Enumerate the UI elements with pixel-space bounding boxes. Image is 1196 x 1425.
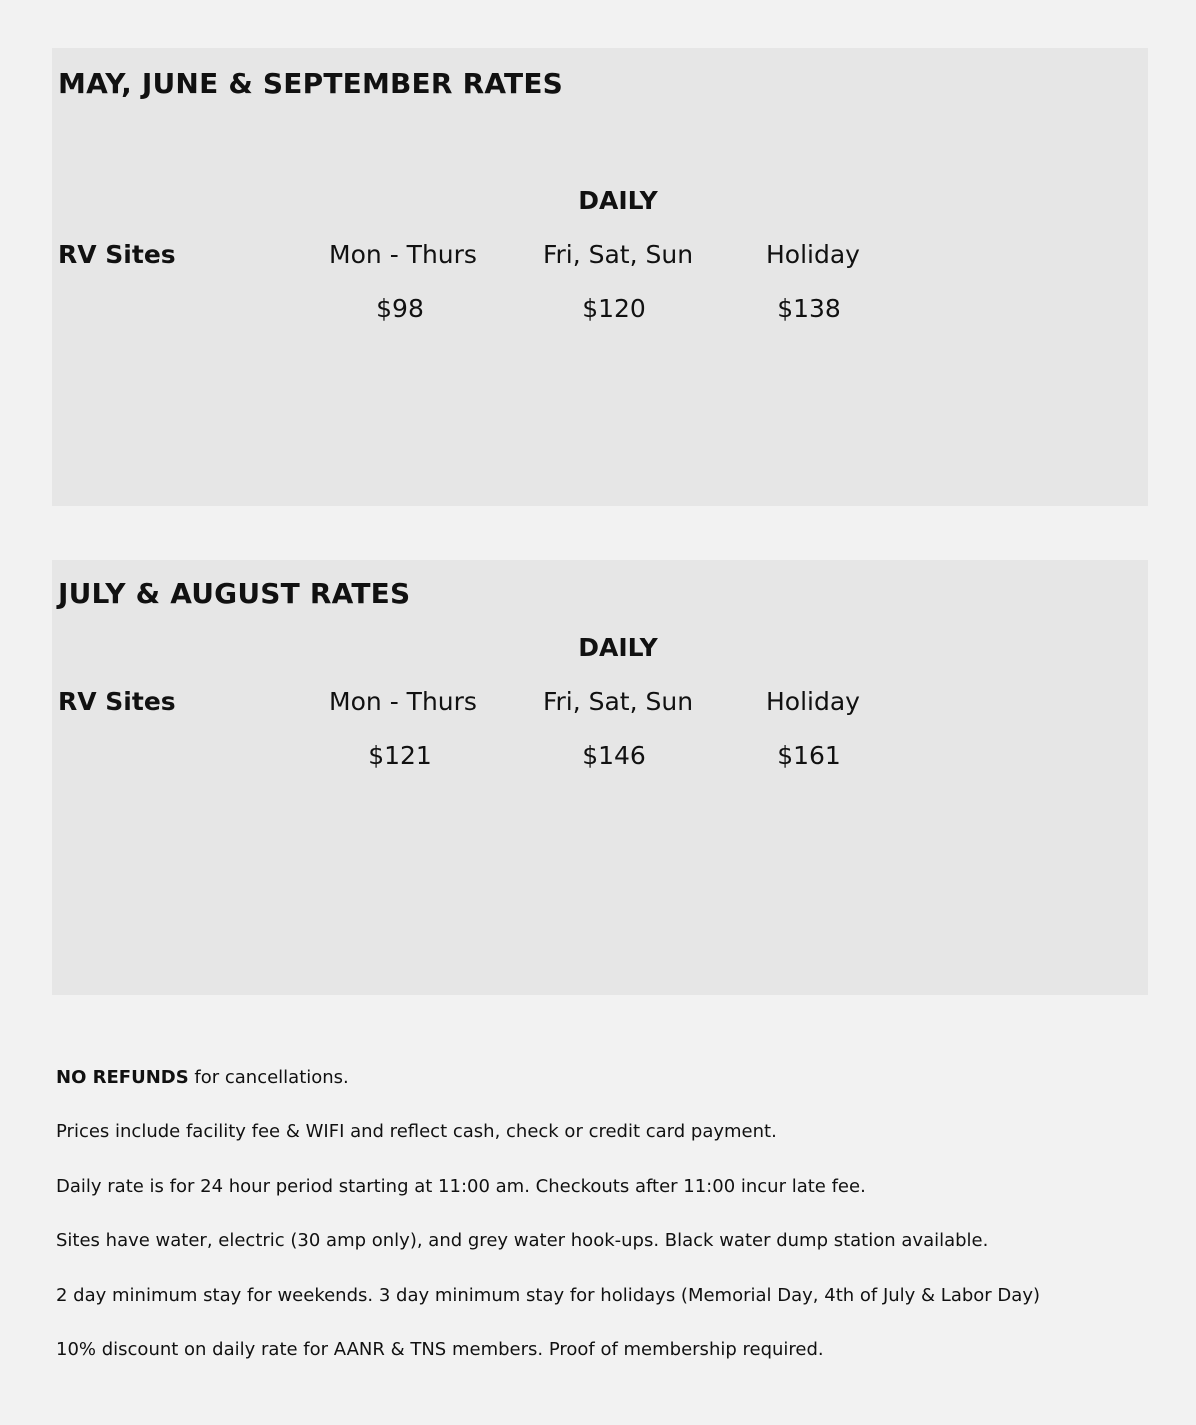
note-minimum-stay: 2 day minimum stay for weekends. 3 day minimum stay for holidays (Memorial Day, 4th of July & Labor Day) xyxy=(56,1284,1040,1306)
column-mon-thurs: Mon - Thurs xyxy=(329,687,477,716)
price-mon-thurs: $121 xyxy=(368,741,432,770)
note-refunds-text: for cancellations. xyxy=(188,1067,349,1088)
rv-sites-label: RV Sites xyxy=(58,240,176,269)
rates-panel-title: MAY, JUNE & SEPTEMBER RATES xyxy=(58,67,564,100)
note-daily-rate-period: Daily rate is for 24 hour period starting at 11:00 am. Checkouts after 11:00 incur late fee. xyxy=(56,1175,866,1197)
price-fri-sat-sun: $120 xyxy=(582,294,646,323)
note-refunds xyxy=(56,1067,1156,1121)
note-site-hookups: Sites have water, electric (30 amp only), and grey water hook-ups. Black water dump station available. xyxy=(56,1230,989,1252)
note-member-discount: 10% discount on daily rate for AANR & TNS members. Proof of membership required. xyxy=(56,1338,824,1360)
rv-sites-label: RV Sites xyxy=(58,687,176,716)
daily-header: DAILY xyxy=(578,186,658,215)
rates-panel-july-august xyxy=(52,560,1148,995)
price-holiday: $161 xyxy=(777,741,841,770)
column-fri-sat-sun: Fri, Sat, Sun xyxy=(542,687,694,716)
rates-panel-title: JULY & AUGUST RATES xyxy=(58,577,411,610)
policy-notes xyxy=(56,1067,1156,1393)
column-holiday: Holiday xyxy=(766,240,860,269)
no-refunds-emphasis: NO REFUNDS xyxy=(56,1067,189,1088)
price-fri-sat-sun: $146 xyxy=(582,741,646,770)
price-mon-thurs: $98 xyxy=(376,294,424,323)
note-prices-include: Prices include facility fee & WIFI and reflect cash, check or credit card payment. xyxy=(56,1121,777,1143)
column-holiday: Holiday xyxy=(766,687,860,716)
column-fri-sat-sun: Fri, Sat, Sun xyxy=(542,240,694,269)
rates-panel-may-june-september xyxy=(52,48,1148,506)
daily-header: DAILY xyxy=(578,633,658,662)
price-holiday: $138 xyxy=(777,294,841,323)
column-mon-thurs: Mon - Thurs xyxy=(329,240,477,269)
